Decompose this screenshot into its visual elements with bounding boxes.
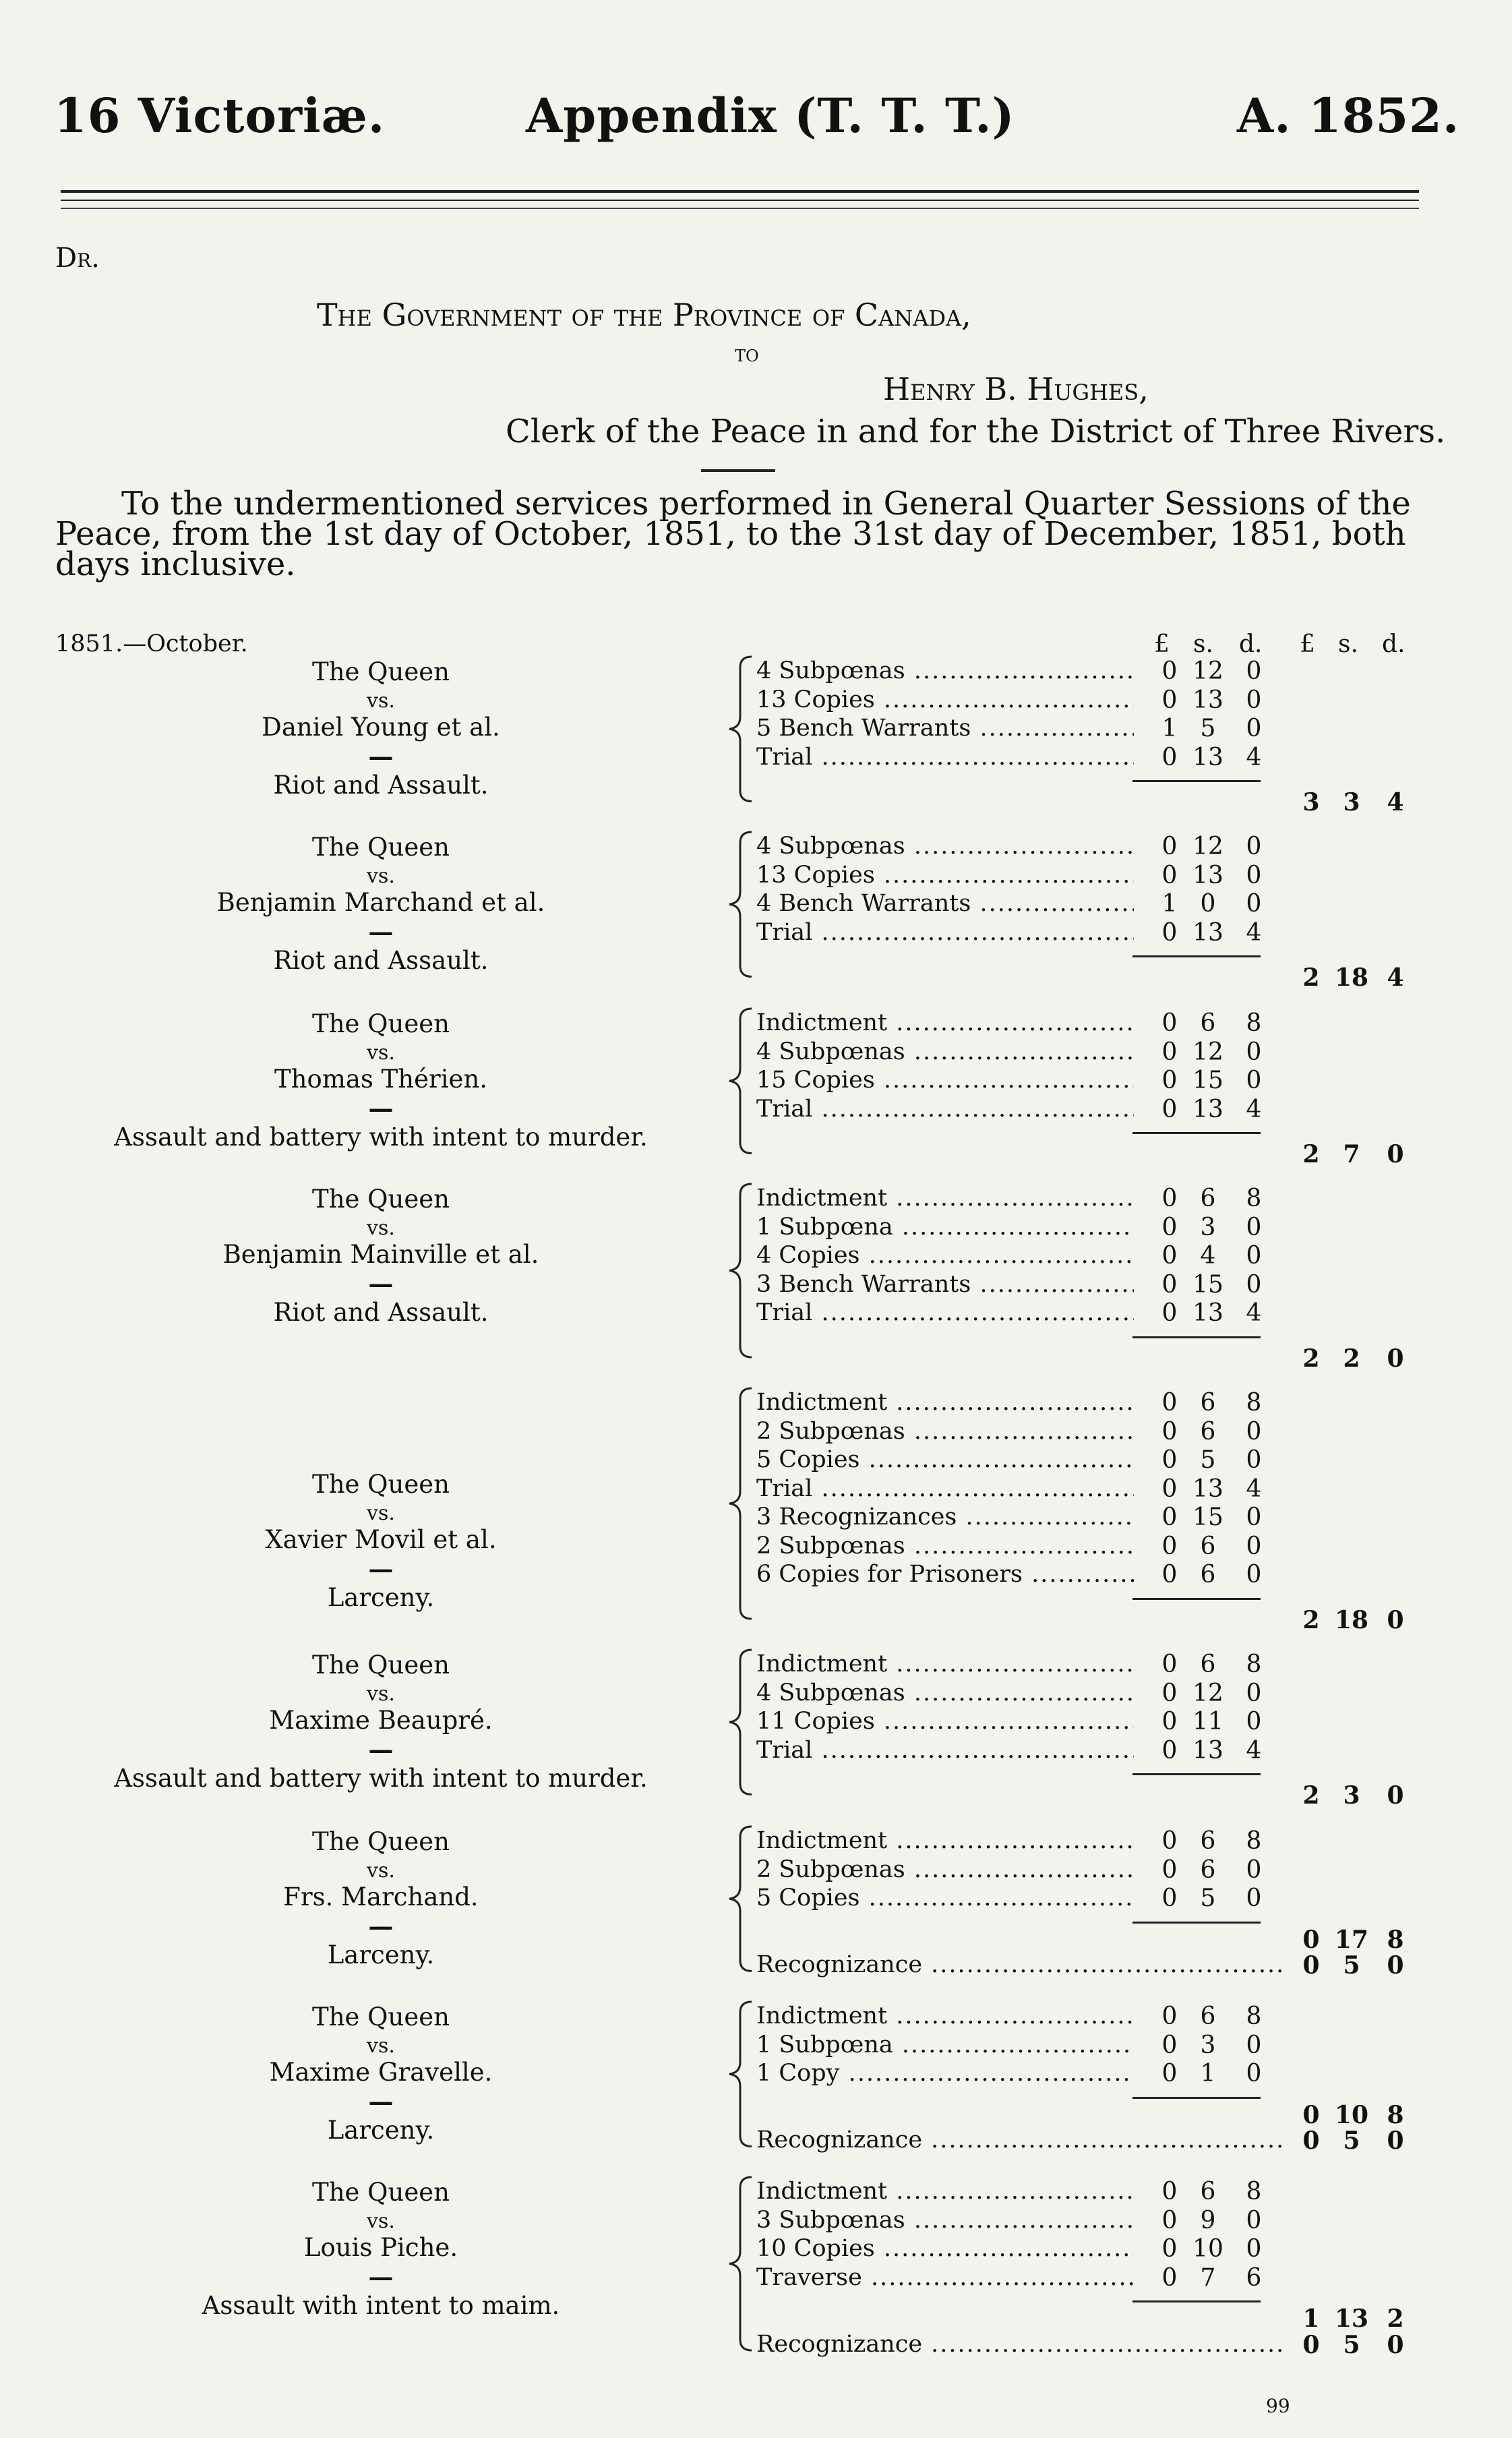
case-total-pounds: 2 [1302, 1605, 1320, 1634]
fee-item-label: Indictment ..... [756, 1009, 1134, 1036]
case-subtotal-pence: 2 [1387, 2305, 1404, 2333]
fee-item-label: 3 Recognizances ..... [756, 1504, 1134, 1530]
column-header-pound: £ [1300, 630, 1315, 658]
offence-label: Riot and Assault. [273, 1298, 489, 1327]
case-total-pounds: 2 [1302, 1344, 1320, 1373]
fee-item-pence: 0 [1246, 890, 1262, 918]
defendant-name: Maxime Beaupré. [269, 1706, 493, 1735]
case-total-pounds: 2 [1302, 1140, 1320, 1168]
defendant-name: Benjamin Mainville et al. [222, 1240, 539, 1269]
fee-item-pence: 0 [1246, 715, 1262, 742]
fee-item-pounds: 0 [1161, 1009, 1178, 1037]
fee-item-shillings: 6 [1200, 2002, 1216, 2030]
curly-brace [721, 2174, 762, 2353]
fee-item-pence: 0 [1246, 1679, 1262, 1707]
curly-brace [721, 829, 762, 980]
fee-item-pence: 0 [1246, 1504, 1262, 1531]
fee-item-shillings: 13 [1192, 1095, 1223, 1123]
versus-label: vs. [367, 1502, 395, 1525]
curly-brace [721, 1999, 762, 2149]
case-subtotal-shillings: 17 [1334, 1925, 1369, 1954]
fee-item-pounds: 0 [1161, 1504, 1178, 1531]
case-total-pounds: 3 [1302, 788, 1320, 816]
fee-item-pounds: 0 [1161, 1213, 1178, 1241]
fee-item-pence: 0 [1246, 2060, 1262, 2087]
fee-item-label: 13 Copies ..... [756, 686, 1134, 713]
case-subtotal-pounds: 1 [1302, 2305, 1320, 2333]
versus-label: vs. [367, 689, 395, 713]
fee-item-pounds: 0 [1161, 1884, 1178, 1912]
column-header-pence: d. [1382, 630, 1405, 658]
fee-item-pounds: 0 [1161, 1446, 1178, 1474]
header-rule [61, 208, 1419, 209]
versus-label: vs. [367, 1682, 395, 1706]
debit-label: Dr. [55, 243, 100, 274]
fee-item-shillings: 6 [1200, 1185, 1216, 1212]
versus-label: vs. [367, 1859, 395, 1882]
fee-item-pounds: 0 [1161, 1736, 1178, 1764]
case-total-pence: 0 [1387, 1140, 1404, 1168]
fee-item-label: 4 Subpœnas ..... [756, 1038, 1134, 1065]
fee-item-pounds: 0 [1161, 2002, 1178, 2030]
case-caption [67, 2002, 694, 2205]
curly-brace [721, 1647, 762, 1797]
fee-item-label: Trial ..... [756, 1096, 1134, 1123]
defendant-name: Frs. Marchand. [283, 1882, 479, 1911]
caption-dash: — [368, 742, 394, 771]
fee-item-pence: 0 [1246, 1213, 1262, 1241]
fee-item-pence: 8 [1246, 1185, 1262, 1212]
fee-item-pounds: 0 [1161, 1242, 1178, 1270]
fee-item-shillings: 6 [1200, 2178, 1216, 2205]
fee-item-pounds: 0 [1161, 2178, 1178, 2205]
fee-item-shillings: 1 [1200, 2060, 1216, 2087]
fee-item-pounds: 0 [1161, 1532, 1178, 1560]
case-total-shillings: 7 [1343, 1140, 1360, 1168]
fee-item-pounds: 0 [1161, 1561, 1178, 1588]
fee-item-pence: 0 [1246, 686, 1262, 714]
case-total-shillings: 18 [1334, 963, 1369, 992]
fee-item-shillings: 13 [1192, 918, 1223, 947]
offence-label: Larceny. [327, 1940, 435, 1969]
case-total-shillings: 18 [1334, 1605, 1369, 1634]
fee-item-pence: 4 [1246, 743, 1262, 771]
fee-item-label: 4 Subpœnas ..... [756, 1679, 1134, 1706]
curly-brace [721, 1181, 762, 1360]
recognizance-label: Recognizance ..... [756, 2127, 1282, 2153]
fee-item-pounds: 0 [1161, 657, 1178, 685]
versus-label: vs. [367, 2034, 395, 2058]
fee-item-pounds: 0 [1161, 1299, 1178, 1327]
case-total-pence: 0 [1387, 1605, 1404, 1634]
fee-item-shillings: 6 [1200, 1561, 1216, 1588]
column-header-shilling: s. [1338, 630, 1358, 658]
fee-item-pence: 8 [1246, 1827, 1262, 1855]
fee-item-shillings: 6 [1200, 1389, 1216, 1417]
fee-item-pounds: 0 [1161, 1708, 1178, 1735]
fee-item-label: 5 Copies ..... [756, 1884, 1134, 1911]
recognizance-label: Recognizance ..... [756, 2331, 1282, 2358]
plaintiff-name: The Queen [312, 1009, 450, 1038]
fee-item-shillings: 12 [1192, 833, 1223, 860]
to-label: to [735, 340, 759, 367]
fee-item-label: Traverse ..... [756, 2264, 1134, 2291]
plaintiff-name: The Queen [312, 2002, 450, 2031]
fee-item-pence: 0 [1246, 2235, 1262, 2263]
fee-item-pence: 0 [1246, 1242, 1262, 1270]
fee-item-pence: 0 [1246, 1270, 1262, 1299]
subtotal-rule [1132, 2300, 1261, 2302]
case-subtotal-shillings: 10 [1334, 2100, 1369, 2129]
recognizance-pounds: 0 [1302, 1951, 1320, 1980]
fee-item-shillings: 13 [1192, 743, 1223, 771]
fee-item-label: 2 Subpœnas ..... [756, 1418, 1134, 1445]
caption-dash: — [368, 1735, 394, 1764]
defendant-name: Xavier Movil et al. [265, 1525, 497, 1554]
fee-item-pounds: 0 [1161, 1855, 1178, 1884]
fee-item-label: 2 Subpœnas ..... [756, 1856, 1134, 1883]
case-subtotal-shillings: 13 [1334, 2305, 1369, 2333]
case-caption [67, 1185, 694, 1387]
case-total-pence: 0 [1387, 1781, 1404, 1810]
case-total-pence: 4 [1387, 788, 1404, 816]
fee-item-shillings: 6 [1200, 1651, 1216, 1678]
caption-dash: — [368, 2262, 394, 2292]
case-total-shillings: 2 [1343, 1344, 1360, 1373]
subtotal-rule [1132, 1336, 1261, 1338]
defendant-name: Louis Piche. [303, 2233, 458, 2262]
fee-item-shillings: 7 [1200, 2263, 1216, 2292]
fee-item-shillings: 6 [1200, 1827, 1216, 1855]
case-total-shillings: 3 [1343, 788, 1360, 816]
fee-item-shillings: 0 [1200, 890, 1216, 918]
fee-item-label: Indictment ..... [756, 1389, 1134, 1416]
fee-item-pence: 4 [1246, 1736, 1262, 1764]
period-label: 1851.—October. [55, 630, 248, 657]
fee-item-label: 13 Copies ..... [756, 862, 1134, 889]
plaintiff-name: The Queen [312, 1651, 450, 1679]
case-caption [67, 833, 694, 1035]
fee-item-shillings: 15 [1192, 1270, 1223, 1299]
clerk-name: Henry B. Hughes, [883, 371, 1149, 407]
fee-item-shillings: 6 [1200, 1532, 1216, 1560]
fee-item-pence: 4 [1246, 1475, 1262, 1503]
fee-item-label: Trial ..... [756, 1737, 1134, 1764]
column-header-pound: £ [1154, 630, 1170, 658]
fee-item-label: Trial ..... [756, 744, 1134, 771]
caption-dash: — [368, 2087, 394, 2116]
caption-dash: — [368, 1269, 394, 1299]
recognizance-shillings: 5 [1343, 1951, 1360, 1980]
fee-item-pounds: 0 [1161, 686, 1178, 714]
fee-item-shillings: 12 [1192, 657, 1223, 685]
subtotal-rule [1132, 780, 1261, 782]
plaintiff-name: The Queen [312, 1470, 450, 1499]
fee-item-shillings: 6 [1200, 1855, 1216, 1884]
fee-item-label: Indictment ..... [756, 1827, 1134, 1854]
case-subtotal-pounds: 0 [1302, 2100, 1320, 2129]
fee-item-label: 3 Subpœnas ..... [756, 2207, 1134, 2234]
fee-item-shillings: 13 [1192, 1736, 1223, 1764]
fee-item-shillings: 12 [1192, 1038, 1223, 1066]
fee-item-pence: 0 [1246, 1708, 1262, 1735]
fee-item-label: 4 Copies ..... [756, 1242, 1134, 1269]
fee-item-shillings: 13 [1192, 686, 1223, 714]
fee-item-pounds: 0 [1161, 1651, 1178, 1678]
versus-label: vs. [367, 1216, 395, 1240]
fee-item-label: 4 Subpœnas ..... [756, 657, 1134, 684]
curly-brace [721, 654, 762, 804]
fee-item-pence: 8 [1246, 1009, 1262, 1037]
plaintiff-name: The Queen [312, 1827, 450, 1856]
recognizance-shillings: 5 [1343, 2127, 1360, 2155]
fee-item-pence: 4 [1246, 1095, 1262, 1123]
fee-item-pence: 0 [1246, 1446, 1262, 1474]
header-appendix: Appendix (T. T. T.) [526, 88, 1015, 144]
fee-item-label: 1 Copy ..... [756, 2060, 1134, 2087]
fee-item-label: 5 Bench Warrants ..... [756, 715, 1134, 742]
fee-item-pounds: 0 [1161, 833, 1178, 860]
fee-item-label: 1 Subpœna ..... [756, 1214, 1134, 1241]
fee-item-shillings: 3 [1200, 1213, 1216, 1241]
fee-item-label: Trial ..... [756, 919, 1134, 946]
fee-item-label: 1 Subpœna ..... [756, 2031, 1134, 2058]
fee-item-label: Indictment ..... [756, 1651, 1134, 1677]
fee-item-label: Trial ..... [756, 1475, 1134, 1502]
header-rule [61, 200, 1419, 201]
case-total-shillings: 3 [1343, 1781, 1360, 1810]
fee-item-label: 3 Bench Warrants ..... [756, 1271, 1134, 1298]
fee-item-pounds: 1 [1161, 890, 1178, 918]
curly-brace [721, 1006, 762, 1156]
fee-item-pence: 8 [1246, 1651, 1262, 1678]
fee-item-pence: 8 [1246, 2178, 1262, 2205]
fee-item-shillings: 4 [1200, 1242, 1216, 1270]
case-caption [67, 657, 694, 860]
case-caption [67, 2178, 694, 2380]
case-total-pounds: 2 [1302, 963, 1320, 992]
column-header-shilling: s. [1193, 630, 1213, 658]
fee-item-pounds: 0 [1161, 861, 1178, 889]
fee-item-pounds: 0 [1161, 2031, 1178, 2059]
fee-item-label: 4 Subpœnas ..... [756, 833, 1134, 860]
offence-label: Assault with intent to maim. [202, 2291, 560, 2320]
recognizance-label: Recognizance ..... [756, 1951, 1282, 1978]
curly-brace [721, 1386, 762, 1622]
fee-item-shillings: 11 [1192, 1708, 1223, 1735]
offence-label: Larceny. [327, 1583, 435, 1612]
fee-item-pounds: 0 [1161, 743, 1178, 771]
fee-item-label: 15 Copies ..... [756, 1067, 1134, 1094]
defendant-name: Thomas Thérien. [274, 1065, 488, 1094]
fee-item-pounds: 0 [1161, 918, 1178, 947]
fee-item-pounds: 0 [1161, 1679, 1178, 1707]
fee-item-pence: 4 [1246, 918, 1262, 947]
case-caption [67, 1651, 694, 1853]
subtotal-rule [1132, 1922, 1261, 1924]
fee-item-pounds: 0 [1161, 2235, 1178, 2263]
fee-item-label: 2 Subpœnas ..... [756, 1533, 1134, 1559]
fee-item-pence: 8 [1246, 1389, 1262, 1417]
case-caption [67, 1827, 694, 2029]
fee-item-pounds: 0 [1161, 1827, 1178, 1855]
versus-label: vs. [367, 864, 395, 888]
fee-item-pounds: 0 [1161, 2206, 1178, 2234]
fee-item-shillings: 13 [1192, 1299, 1223, 1327]
curly-brace [721, 1824, 762, 1974]
recognizance-shillings: 5 [1343, 2330, 1360, 2359]
fee-item-shillings: 13 [1192, 861, 1223, 889]
case-subtotal-pounds: 0 [1302, 1925, 1320, 1954]
fee-item-pounds: 0 [1161, 2263, 1178, 2292]
defendant-name: Benjamin Marchand et al. [216, 888, 545, 917]
case-caption [67, 1009, 694, 1212]
case-subtotal-pence: 8 [1387, 1925, 1404, 1954]
page-number: 99 [1266, 2395, 1290, 2417]
fee-item-shillings: 15 [1192, 1504, 1223, 1531]
fee-item-shillings: 13 [1192, 1475, 1223, 1503]
fee-item-pence: 0 [1246, 2206, 1262, 2234]
fee-item-label: Trial ..... [756, 1299, 1134, 1326]
fee-item-pence: 0 [1246, 1884, 1262, 1912]
plaintiff-name: The Queen [312, 657, 450, 686]
fee-item-shillings: 3 [1200, 2031, 1216, 2059]
fee-item-pence: 0 [1246, 2031, 1262, 2059]
fee-item-pounds: 0 [1161, 1270, 1178, 1299]
case-subtotal-pence: 8 [1387, 2100, 1404, 2129]
case-caption [67, 1470, 694, 1672]
fee-item-pounds: 0 [1161, 1475, 1178, 1503]
fee-item-pence: 0 [1246, 1067, 1262, 1094]
recognizance-pence: 0 [1387, 2127, 1404, 2155]
fee-item-label: 11 Copies ..... [756, 1708, 1134, 1735]
government-heading: The Government of the Province of Canada, [317, 297, 971, 333]
offence-label: Assault and battery with intent to murder. [114, 1123, 648, 1152]
offence-label: Larceny. [327, 2116, 435, 2145]
case-total-pounds: 2 [1302, 1781, 1320, 1810]
fee-item-pence: 0 [1246, 1855, 1262, 1884]
header-regnal-year: 16 Victoriæ. [54, 88, 386, 144]
fee-item-pounds: 0 [1161, 2060, 1178, 2087]
fee-item-label: 5 Copies ..... [756, 1446, 1134, 1473]
fee-item-pence: 0 [1246, 1561, 1262, 1588]
column-header-pence: d. [1239, 630, 1263, 658]
fee-item-pence: 0 [1246, 861, 1262, 889]
defendant-name: Maxime Gravelle. [269, 2058, 493, 2087]
intro-paragraph: To the undermentioned services performed in General Quarter Sessions of the Peace, from the 1st day of October, 1851, to the 31st day of December, 1851, both days inclusive. [55, 485, 1411, 583]
fee-item-pence: 0 [1246, 1532, 1262, 1560]
fee-item-label: Indictment ..... [756, 1185, 1134, 1212]
fee-item-pence: 0 [1246, 1417, 1262, 1446]
fee-item-pounds: 0 [1161, 1095, 1178, 1123]
subtotal-rule [1132, 1132, 1261, 1134]
fee-item-label: 10 Copies ..... [756, 2235, 1134, 2262]
caption-dash: — [368, 1911, 394, 1941]
versus-label: vs. [367, 2209, 395, 2233]
fee-item-shillings: 5 [1200, 715, 1216, 742]
offence-label: Riot and Assault. [273, 946, 489, 975]
section-divider [701, 469, 775, 472]
plaintiff-name: The Queen [312, 2178, 450, 2207]
defendant-name: Daniel Young et al. [262, 713, 500, 742]
fee-item-pence: 4 [1246, 1299, 1262, 1327]
fee-item-shillings: 5 [1200, 1446, 1216, 1474]
recognizance-pence: 0 [1387, 1951, 1404, 1980]
fee-item-pence: 0 [1246, 1038, 1262, 1066]
fee-item-pence: 0 [1246, 833, 1262, 860]
offence-label: Riot and Assault. [273, 771, 489, 800]
subtotal-rule [1132, 2097, 1261, 2099]
caption-dash: — [368, 1554, 394, 1584]
header-rule [61, 190, 1419, 193]
plaintiff-name: The Queen [312, 1185, 450, 1214]
case-total-pence: 0 [1387, 1344, 1404, 1373]
clerk-title: Clerk of the Peace in and for the District of Three Rivers. [506, 413, 1446, 450]
subtotal-rule [1132, 1773, 1261, 1775]
fee-item-pence: 0 [1246, 657, 1262, 685]
fee-item-pence: 6 [1246, 2263, 1262, 2292]
fee-item-pounds: 0 [1161, 1185, 1178, 1212]
fee-item-label: 4 Bench Warrants ..... [756, 890, 1134, 917]
fee-item-pence: 8 [1246, 2002, 1262, 2030]
fee-item-label: 6 Copies for Prisoners ..... [756, 1561, 1134, 1588]
fee-item-shillings: 6 [1200, 1417, 1216, 1446]
recognizance-pounds: 0 [1302, 2330, 1320, 2359]
caption-dash: — [368, 1094, 394, 1123]
fee-item-label: Indictment ..... [756, 2178, 1134, 2205]
fee-item-shillings: 12 [1192, 1679, 1223, 1707]
fee-item-shillings: 6 [1200, 1009, 1216, 1037]
subtotal-rule [1132, 1598, 1261, 1600]
plaintiff-name: The Queen [312, 833, 450, 862]
fee-item-shillings: 15 [1192, 1067, 1223, 1094]
recognizance-pounds: 0 [1302, 2127, 1320, 2155]
fee-item-pounds: 0 [1161, 1067, 1178, 1094]
fee-item-label: Indictment ..... [756, 2002, 1134, 2029]
case-total-pence: 4 [1387, 963, 1404, 992]
fee-item-pounds: 0 [1161, 1038, 1178, 1066]
fee-item-shillings: 9 [1200, 2206, 1216, 2234]
fee-item-shillings: 10 [1192, 2235, 1223, 2263]
offence-label: Assault and battery with intent to murder. [114, 1764, 648, 1793]
versus-label: vs. [367, 1041, 395, 1065]
caption-dash: — [368, 917, 394, 947]
header-year: A. 1852. [1237, 88, 1460, 144]
fee-item-pounds: 0 [1161, 1417, 1178, 1446]
fee-item-pounds: 0 [1161, 1389, 1178, 1417]
recognizance-pence: 0 [1387, 2330, 1404, 2359]
subtotal-rule [1132, 955, 1261, 957]
fee-item-pounds: 1 [1161, 715, 1178, 742]
fee-item-shillings: 5 [1200, 1884, 1216, 1912]
